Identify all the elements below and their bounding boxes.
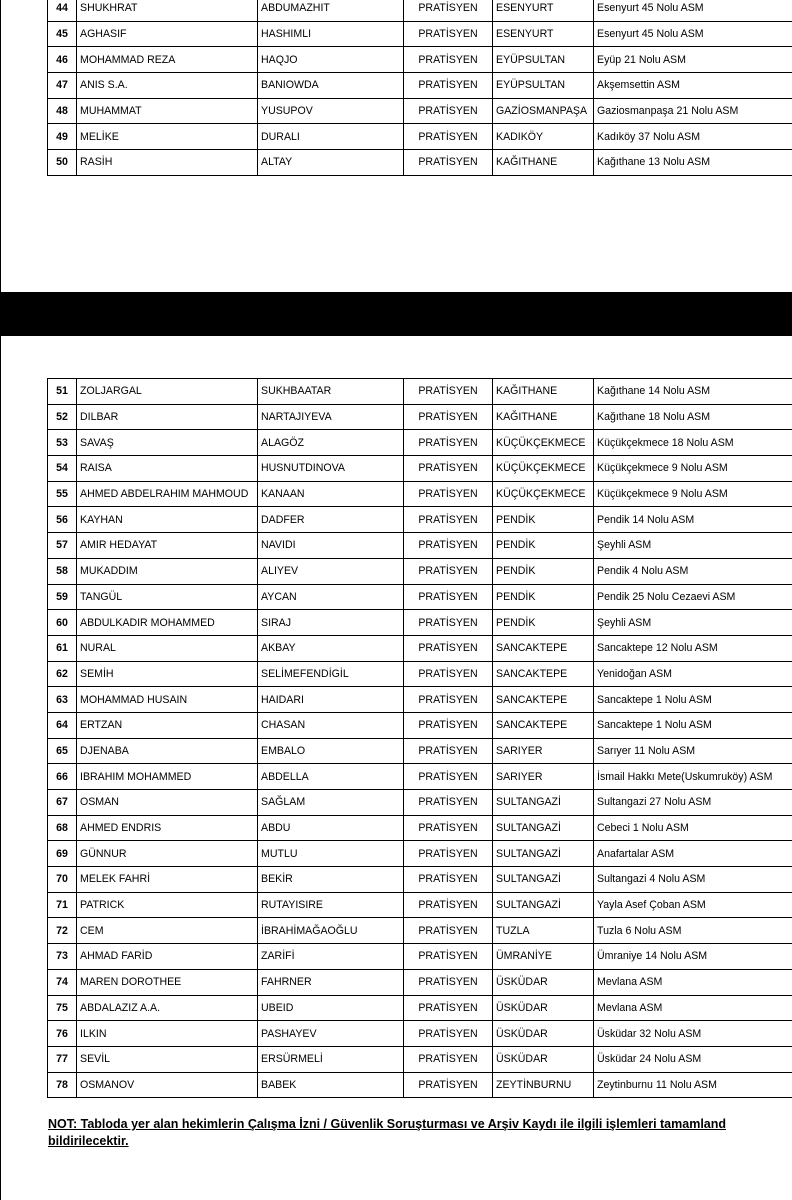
cell-district: SANCAKTEPE bbox=[493, 687, 594, 713]
cell-district: EYÜPSULTAN bbox=[493, 73, 594, 99]
cell-last-name: YUSUPOV bbox=[258, 98, 404, 124]
table-row bbox=[48, 124, 792, 150]
cell-last-name: FAHRNER bbox=[258, 969, 404, 995]
table-row bbox=[48, 379, 792, 405]
cell-health-center: Küçükçekmece 18 Nolu ASM bbox=[594, 430, 792, 456]
cell-health-center: Zeytinburnu 11 Nolu ASM bbox=[594, 1072, 792, 1098]
cell-district: ÜSKÜDAR bbox=[493, 995, 594, 1021]
cell-row-number: 62 bbox=[48, 661, 77, 687]
cell-district: KAĞITHANE bbox=[493, 150, 594, 176]
table-row bbox=[48, 507, 792, 533]
table-row bbox=[48, 481, 792, 507]
table-row bbox=[48, 995, 792, 1021]
cell-district: GAZİOSMANPAŞA bbox=[493, 98, 594, 124]
cell-first-name: AHMED ENDRIS bbox=[77, 815, 258, 841]
cell-row-number: 64 bbox=[48, 712, 77, 738]
cell-district: SANCAKTEPE bbox=[493, 635, 594, 661]
table-row bbox=[48, 764, 792, 790]
cell-district: SANCAKTEPE bbox=[493, 661, 594, 687]
physician-table-top-body bbox=[48, 0, 792, 175]
cell-title: PRATİSYEN bbox=[404, 1046, 493, 1072]
cell-title: PRATİSYEN bbox=[404, 1072, 493, 1098]
cell-first-name: KAYHAN bbox=[77, 507, 258, 533]
cell-title: PRATİSYEN bbox=[404, 790, 493, 816]
cell-title: PRATİSYEN bbox=[404, 995, 493, 1021]
physician-table-top bbox=[47, 0, 792, 176]
cell-last-name: ABDELLA bbox=[258, 764, 404, 790]
cell-last-name: AYCAN bbox=[258, 584, 404, 610]
cell-first-name: NURAL bbox=[77, 635, 258, 661]
cell-health-center: Esenyurt 45 Nolu ASM bbox=[594, 0, 792, 21]
cell-health-center: Pendik 25 Nolu Cezaevi ASM bbox=[594, 584, 792, 610]
cell-row-number: 71 bbox=[48, 892, 77, 918]
cell-row-number: 74 bbox=[48, 969, 77, 995]
cell-first-name: CEM bbox=[77, 918, 258, 944]
cell-health-center: Mevlana ASM bbox=[594, 995, 792, 1021]
cell-last-name: DADFER bbox=[258, 507, 404, 533]
cell-first-name: DJENABA bbox=[77, 738, 258, 764]
document-page-top bbox=[0, 0, 792, 292]
cell-district: TUZLA bbox=[493, 918, 594, 944]
cell-title: PRATİSYEN bbox=[404, 0, 493, 21]
cell-district: SULTANGAZİ bbox=[493, 841, 594, 867]
table-row bbox=[48, 1046, 792, 1072]
table-row bbox=[48, 47, 792, 73]
cell-district: PENDİK bbox=[493, 507, 594, 533]
cell-health-center: İsmail Hakkı Mete(Uskumruköy) ASM bbox=[594, 764, 792, 790]
cell-district: KÜÇÜKÇEKMECE bbox=[493, 481, 594, 507]
cell-first-name: ABDULKADIR MOHAMMED bbox=[77, 610, 258, 636]
cell-title: PRATİSYEN bbox=[404, 481, 493, 507]
cell-health-center: Sancaktepe 12 Nolu ASM bbox=[594, 635, 792, 661]
physician-table-bottom bbox=[47, 378, 792, 1098]
cell-row-number: 50 bbox=[48, 150, 77, 176]
cell-health-center: Eyüp 21 Nolu ASM bbox=[594, 47, 792, 73]
cell-title: PRATİSYEN bbox=[404, 430, 493, 456]
cell-last-name: MUTLU bbox=[258, 841, 404, 867]
cell-title: PRATİSYEN bbox=[404, 687, 493, 713]
cell-health-center: Kağıthane 14 Nolu ASM bbox=[594, 379, 792, 405]
cell-first-name: ERTZAN bbox=[77, 712, 258, 738]
cell-health-center: Sultangazi 27 Nolu ASM bbox=[594, 790, 792, 816]
cell-district: PENDİK bbox=[493, 584, 594, 610]
cell-health-center: Küçükçekmece 9 Nolu ASM bbox=[594, 481, 792, 507]
cell-district: SANCAKTEPE bbox=[493, 712, 594, 738]
cell-health-center: Yayla Asef Çoban ASM bbox=[594, 892, 792, 918]
cell-district: ÜSKÜDAR bbox=[493, 1046, 594, 1072]
cell-first-name: DILBAR bbox=[77, 404, 258, 430]
table-row bbox=[48, 738, 792, 764]
cell-row-number: 52 bbox=[48, 404, 77, 430]
table-row bbox=[48, 841, 792, 867]
table-row bbox=[48, 790, 792, 816]
table-row bbox=[48, 404, 792, 430]
cell-last-name: HAQJO bbox=[258, 47, 404, 73]
table-row bbox=[48, 635, 792, 661]
cell-last-name: SIRAJ bbox=[258, 610, 404, 636]
cell-first-name: TANGÜL bbox=[77, 584, 258, 610]
cell-row-number: 55 bbox=[48, 481, 77, 507]
cell-title: PRATİSYEN bbox=[404, 712, 493, 738]
cell-title: PRATİSYEN bbox=[404, 98, 493, 124]
table-row bbox=[48, 0, 792, 21]
table-row bbox=[48, 610, 792, 636]
cell-health-center: Kağıthane 13 Nolu ASM bbox=[594, 150, 792, 176]
table-row bbox=[48, 892, 792, 918]
physician-table-bottom-body bbox=[48, 379, 792, 1098]
cell-first-name: AHMED ABDELRAHIM MAHMOUD bbox=[77, 481, 258, 507]
cell-row-number: 51 bbox=[48, 379, 77, 405]
table-row bbox=[48, 430, 792, 456]
cell-last-name: SELİMEFENDİGİL bbox=[258, 661, 404, 687]
cell-title: PRATİSYEN bbox=[404, 892, 493, 918]
cell-title: PRATİSYEN bbox=[404, 944, 493, 970]
cell-first-name: SEVİL bbox=[77, 1046, 258, 1072]
cell-health-center: Sancaktepe 1 Nolu ASM bbox=[594, 687, 792, 713]
cell-title: PRATİSYEN bbox=[404, 533, 493, 559]
cell-title: PRATİSYEN bbox=[404, 47, 493, 73]
cell-district: PENDİK bbox=[493, 533, 594, 559]
cell-row-number: 77 bbox=[48, 1046, 77, 1072]
cell-first-name: AMIR HEDAYAT bbox=[77, 533, 258, 559]
cell-title: PRATİSYEN bbox=[404, 610, 493, 636]
cell-district: ZEYTİNBURNU bbox=[493, 1072, 594, 1098]
footnote bbox=[48, 1116, 792, 1150]
cell-district: SULTANGAZİ bbox=[493, 815, 594, 841]
cell-last-name: ZARİFİ bbox=[258, 944, 404, 970]
cell-row-number: 67 bbox=[48, 790, 77, 816]
cell-title: PRATİSYEN bbox=[404, 124, 493, 150]
cell-last-name: BEKİR bbox=[258, 867, 404, 893]
cell-row-number: 57 bbox=[48, 533, 77, 559]
cell-first-name: OSMANOV bbox=[77, 1072, 258, 1098]
table-row bbox=[48, 1021, 792, 1047]
cell-health-center: Kadıköy 37 Nolu ASM bbox=[594, 124, 792, 150]
cell-health-center: Mevlana ASM bbox=[594, 969, 792, 995]
table-row bbox=[48, 533, 792, 559]
table-row bbox=[48, 969, 792, 995]
cell-first-name: RASİH bbox=[77, 150, 258, 176]
cell-title: PRATİSYEN bbox=[404, 841, 493, 867]
cell-row-number: 65 bbox=[48, 738, 77, 764]
cell-first-name: AGHASIF bbox=[77, 21, 258, 47]
cell-row-number: 49 bbox=[48, 124, 77, 150]
cell-last-name: CHASAN bbox=[258, 712, 404, 738]
cell-row-number: 58 bbox=[48, 558, 77, 584]
footnote-line-2: bildirilecektir. bbox=[48, 1134, 129, 1148]
cell-last-name: HAIDARI bbox=[258, 687, 404, 713]
cell-row-number: 53 bbox=[48, 430, 77, 456]
cell-first-name: ILKIN bbox=[77, 1021, 258, 1047]
cell-health-center: Anafartalar ASM bbox=[594, 841, 792, 867]
cell-last-name: ALTAY bbox=[258, 150, 404, 176]
cell-health-center: Pendik 14 Nolu ASM bbox=[594, 507, 792, 533]
cell-title: PRATİSYEN bbox=[404, 738, 493, 764]
cell-health-center: Cebeci 1 Nolu ASM bbox=[594, 815, 792, 841]
cell-title: PRATİSYEN bbox=[404, 21, 493, 47]
table-row bbox=[48, 712, 792, 738]
cell-first-name: SAVAŞ bbox=[77, 430, 258, 456]
cell-last-name: BABEK bbox=[258, 1072, 404, 1098]
cell-last-name: DURALI bbox=[258, 124, 404, 150]
cell-row-number: 73 bbox=[48, 944, 77, 970]
cell-first-name: SHUKHRAT bbox=[77, 0, 258, 21]
cell-first-name: MAREN DOROTHEE bbox=[77, 969, 258, 995]
cell-row-number: 68 bbox=[48, 815, 77, 841]
cell-first-name: ZOLJARGAL bbox=[77, 379, 258, 405]
table-row bbox=[48, 98, 792, 124]
cell-first-name: ANIS S.A. bbox=[77, 73, 258, 99]
cell-title: PRATİSYEN bbox=[404, 150, 493, 176]
table-row bbox=[48, 918, 792, 944]
table-row bbox=[48, 21, 792, 47]
table-row bbox=[48, 584, 792, 610]
cell-row-number: 45 bbox=[48, 21, 77, 47]
cell-row-number: 66 bbox=[48, 764, 77, 790]
cell-district: KÜÇÜKÇEKMECE bbox=[493, 456, 594, 482]
cell-health-center: Sarıyer 11 Nolu ASM bbox=[594, 738, 792, 764]
cell-last-name: ABDU bbox=[258, 815, 404, 841]
cell-district: SULTANGAZİ bbox=[493, 867, 594, 893]
cell-row-number: 47 bbox=[48, 73, 77, 99]
cell-row-number: 54 bbox=[48, 456, 77, 482]
cell-district: ESENYURT bbox=[493, 21, 594, 47]
cell-first-name: MOHAMMAD REZA bbox=[77, 47, 258, 73]
cell-title: PRATİSYEN bbox=[404, 507, 493, 533]
cell-health-center: Yenidoğan ASM bbox=[594, 661, 792, 687]
cell-last-name: NAVIDI bbox=[258, 533, 404, 559]
cell-last-name: UBEID bbox=[258, 995, 404, 1021]
cell-health-center: Şeyhli ASM bbox=[594, 533, 792, 559]
cell-health-center: Şeyhli ASM bbox=[594, 610, 792, 636]
cell-last-name: İBRAHİMAĞAOĞLU bbox=[258, 918, 404, 944]
table-row bbox=[48, 150, 792, 176]
cell-last-name: NARTAJIYEVA bbox=[258, 404, 404, 430]
table-row bbox=[48, 1072, 792, 1098]
cell-first-name: ABDALAZIZ A.A. bbox=[77, 995, 258, 1021]
cell-district: SARIYER bbox=[493, 764, 594, 790]
table-row bbox=[48, 815, 792, 841]
cell-district: KADIKÖY bbox=[493, 124, 594, 150]
document-page-bottom bbox=[0, 336, 792, 1200]
cell-district: SULTANGAZİ bbox=[493, 790, 594, 816]
cell-district: ÜSKÜDAR bbox=[493, 969, 594, 995]
table-row bbox=[48, 867, 792, 893]
cell-row-number: 69 bbox=[48, 841, 77, 867]
cell-last-name: KANAAN bbox=[258, 481, 404, 507]
cell-last-name: ALIYEV bbox=[258, 558, 404, 584]
table-row bbox=[48, 73, 792, 99]
cell-last-name: RUTAYISIRE bbox=[258, 892, 404, 918]
table-row bbox=[48, 661, 792, 687]
cell-first-name: MUHAMMAT bbox=[77, 98, 258, 124]
cell-first-name: OSMAN bbox=[77, 790, 258, 816]
cell-row-number: 70 bbox=[48, 867, 77, 893]
cell-last-name: EMBALO bbox=[258, 738, 404, 764]
cell-first-name: GÜNNUR bbox=[77, 841, 258, 867]
cell-last-name: ERSÜRMELİ bbox=[258, 1046, 404, 1072]
cell-health-center: Sultangazi 4 Nolu ASM bbox=[594, 867, 792, 893]
cell-last-name: HUSNUTDINOVA bbox=[258, 456, 404, 482]
cell-title: PRATİSYEN bbox=[404, 661, 493, 687]
table-row bbox=[48, 456, 792, 482]
cell-last-name: ALAGÖZ bbox=[258, 430, 404, 456]
cell-row-number: 59 bbox=[48, 584, 77, 610]
cell-first-name: MUKADDIM bbox=[77, 558, 258, 584]
cell-health-center: Üsküdar 32 Nolu ASM bbox=[594, 1021, 792, 1047]
cell-first-name: PATRICK bbox=[77, 892, 258, 918]
cell-row-number: 78 bbox=[48, 1072, 77, 1098]
cell-health-center: Sancaktepe 1 Nolu ASM bbox=[594, 712, 792, 738]
cell-last-name: BANIOWDA bbox=[258, 73, 404, 99]
table-row bbox=[48, 944, 792, 970]
cell-district: KAĞITHANE bbox=[493, 404, 594, 430]
cell-health-center: Kağıthane 18 Nolu ASM bbox=[594, 404, 792, 430]
cell-first-name: IBRAHIM MOHAMMED bbox=[77, 764, 258, 790]
cell-last-name: SAĞLAM bbox=[258, 790, 404, 816]
cell-title: PRATİSYEN bbox=[404, 867, 493, 893]
cell-title: PRATİSYEN bbox=[404, 404, 493, 430]
cell-row-number: 44 bbox=[48, 0, 77, 21]
cell-title: PRATİSYEN bbox=[404, 918, 493, 944]
cell-row-number: 75 bbox=[48, 995, 77, 1021]
cell-health-center: Pendik 4 Nolu ASM bbox=[594, 558, 792, 584]
cell-district: PENDİK bbox=[493, 610, 594, 636]
cell-last-name: AKBAY bbox=[258, 635, 404, 661]
cell-row-number: 63 bbox=[48, 687, 77, 713]
cell-title: PRATİSYEN bbox=[404, 969, 493, 995]
cell-row-number: 76 bbox=[48, 1021, 77, 1047]
cell-first-name: MELEK FAHRİ bbox=[77, 867, 258, 893]
cell-district: KÜÇÜKÇEKMECE bbox=[493, 430, 594, 456]
cell-district: SULTANGAZİ bbox=[493, 892, 594, 918]
cell-health-center: Ümraniye 14 Nolu ASM bbox=[594, 944, 792, 970]
cell-row-number: 48 bbox=[48, 98, 77, 124]
cell-district: PENDİK bbox=[493, 558, 594, 584]
cell-title: PRATİSYEN bbox=[404, 764, 493, 790]
cell-title: PRATİSYEN bbox=[404, 379, 493, 405]
cell-title: PRATİSYEN bbox=[404, 558, 493, 584]
cell-last-name: SUKHBAATAR bbox=[258, 379, 404, 405]
cell-health-center: Gaziosmanpaşa 21 Nolu ASM bbox=[594, 98, 792, 124]
cell-row-number: 60 bbox=[48, 610, 77, 636]
cell-health-center: Küçükçekmece 9 Nolu ASM bbox=[594, 456, 792, 482]
page-break-band bbox=[0, 292, 792, 336]
cell-district: ESENYURT bbox=[493, 0, 594, 21]
cell-title: PRATİSYEN bbox=[404, 815, 493, 841]
cell-district: SARIYER bbox=[493, 738, 594, 764]
table-row bbox=[48, 558, 792, 584]
cell-last-name: PASHAYEV bbox=[258, 1021, 404, 1047]
cell-title: PRATİSYEN bbox=[404, 1021, 493, 1047]
footnote-line-1: NOT: Tabloda yer alan hekimlerin Çalışma İzni / Güvenlik Soruşturması ve Arşiv Kaydı ile ilgili işlemleri tamamland bbox=[48, 1117, 727, 1131]
cell-health-center: Üsküdar 24 Nolu ASM bbox=[594, 1046, 792, 1072]
cell-title: PRATİSYEN bbox=[404, 73, 493, 99]
cell-first-name: MOHAMMAD HUSAIN bbox=[77, 687, 258, 713]
cell-health-center: Tuzla 6 Nolu ASM bbox=[594, 918, 792, 944]
cell-first-name: SEMİH bbox=[77, 661, 258, 687]
cell-row-number: 56 bbox=[48, 507, 77, 533]
cell-row-number: 61 bbox=[48, 635, 77, 661]
cell-title: PRATİSYEN bbox=[404, 456, 493, 482]
table-row bbox=[48, 687, 792, 713]
cell-health-center: Esenyurt 45 Nolu ASM bbox=[594, 21, 792, 47]
cell-district: KAĞITHANE bbox=[493, 379, 594, 405]
cell-first-name: RAISA bbox=[77, 456, 258, 482]
cell-row-number: 46 bbox=[48, 47, 77, 73]
cell-district: ÜMRANİYE bbox=[493, 944, 594, 970]
cell-district: EYÜPSULTAN bbox=[493, 47, 594, 73]
cell-last-name: ABDUMAZHIT bbox=[258, 0, 404, 21]
cell-first-name: AHMAD FARİD bbox=[77, 944, 258, 970]
cell-district: ÜSKÜDAR bbox=[493, 1021, 594, 1047]
cell-health-center: Akşemsettin ASM bbox=[594, 73, 792, 99]
cell-first-name: MELİKE bbox=[77, 124, 258, 150]
cell-title: PRATİSYEN bbox=[404, 635, 493, 661]
cell-last-name: HASHIMLI bbox=[258, 21, 404, 47]
cell-row-number: 72 bbox=[48, 918, 77, 944]
cell-title: PRATİSYEN bbox=[404, 584, 493, 610]
